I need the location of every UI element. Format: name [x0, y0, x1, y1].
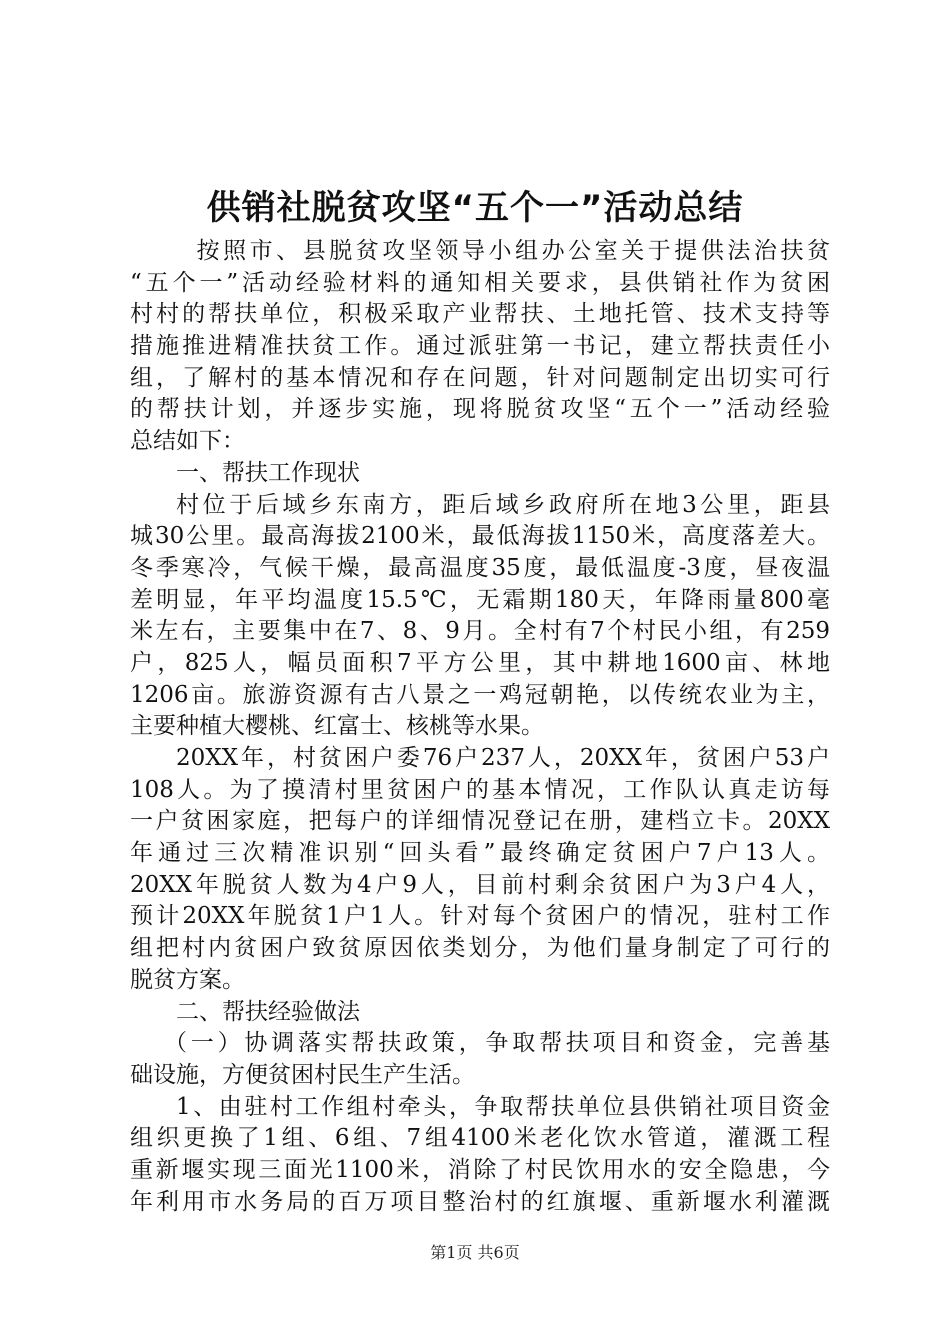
text-line: 础设施，方便贫困村民生产生活。 [130, 1061, 475, 1088]
document-title: 供销社脱贫攻坚“五个一”活动总结 [206, 188, 744, 228]
text-line: 预计20XX年脱贫1户1人。针对每个贫困户的情况，驻村工作 [130, 903, 830, 930]
text-line: 年通过三次精准识别“回头看”最终确定贫困户7户13人。 [130, 840, 830, 867]
text-line: 冬季寒冷，气候干燥，最高温度35度，最低温度-3度，昼夜温 [130, 554, 830, 581]
text-line: 总结如下： [130, 428, 245, 455]
text-line: “五个一”活动经验材料的通知相关要求，县供销社作为贫困 [130, 269, 830, 296]
document-body [130, 236, 830, 1218]
page-footer: 第1页 共6页 [430, 1243, 520, 1262]
text-line: 组织更换了1组、6组、7组4100米老化饮水管道，灌溉工程 [130, 1125, 830, 1152]
text-line: 一户贫困家庭，把每户的详细情况登记在册，建档立卡。20XX [130, 808, 830, 835]
text-line: 组，了解村的基本情况和存在问题，针对问题制定出切实可行 [130, 364, 830, 391]
text-line: 城30公里。最高海拔2100米，最低海拔1150米，高度落差大。 [130, 523, 830, 550]
text-line: 村村的帮扶单位，积极采取产业帮扶、土地托管、技术支持等 [130, 301, 830, 328]
text-line: 二、帮扶经验做法 [176, 998, 360, 1025]
text-line: 脱贫方案。 [130, 966, 245, 993]
text-line: 米左右，主要集中在7、8、9月。全村有7个村民小组，有259 [130, 618, 830, 645]
text-line: 1、由驻村工作组村牵头，争取帮扶单位县供销社项目资金 [176, 1093, 830, 1120]
text-line: 的帮扶计划，并逐步实施，现将脱贫攻坚“五个一”活动经验 [130, 396, 830, 423]
text-line: 村位于后域乡东南方，距后域乡政府所在地3公里，距县 [176, 491, 830, 518]
text-line: 重新堰实现三面光1100米，消除了村民饮用水的安全隐患，今 [130, 1156, 830, 1183]
text-line: 户，825人，幅员面积7平方公里，其中耕地1600亩、林地 [130, 649, 830, 676]
text-line: 年利用市水务局的百万项目整治村的红旗堰、重新堰水利灌溉 [130, 1188, 830, 1215]
text-line: 差明显，年平均温度15.5℃，无霜期180天，年降雨量800毫 [130, 586, 830, 613]
text-line: （一）协调落实帮扶政策，争取帮扶项目和资金，完善基 [164, 1030, 830, 1057]
text-line: 组把村内贫困户致贫原因依类划分，为他们量身制定了可行的 [130, 935, 830, 962]
text-line: 主要种植大樱桃、红富士、核桃等水果。 [130, 713, 544, 740]
text-line: 20XX年脱贫人数为4户9人，目前村剩余贫困户为3户4人， [130, 871, 830, 898]
text-line: 108人。为了摸清村里贫困户的基本情况，工作队认真走访每 [130, 776, 830, 803]
text-line: 一、帮扶工作现状 [176, 459, 360, 486]
text-line: 按照市、县脱贫攻坚领导小组办公室关于提供法治扶贫 [170, 238, 830, 264]
text-line: 1206亩。旅游资源有古八景之一鸡冠朝艳，以传统农业为主， [130, 681, 830, 708]
text-line: 措施推进精准扶贫工作。通过派驻第一书记，建立帮扶责任小 [130, 333, 830, 360]
text-line: 20XX年，村贫困户委76户237人，20XX年，贫困户53户 [176, 745, 830, 771]
